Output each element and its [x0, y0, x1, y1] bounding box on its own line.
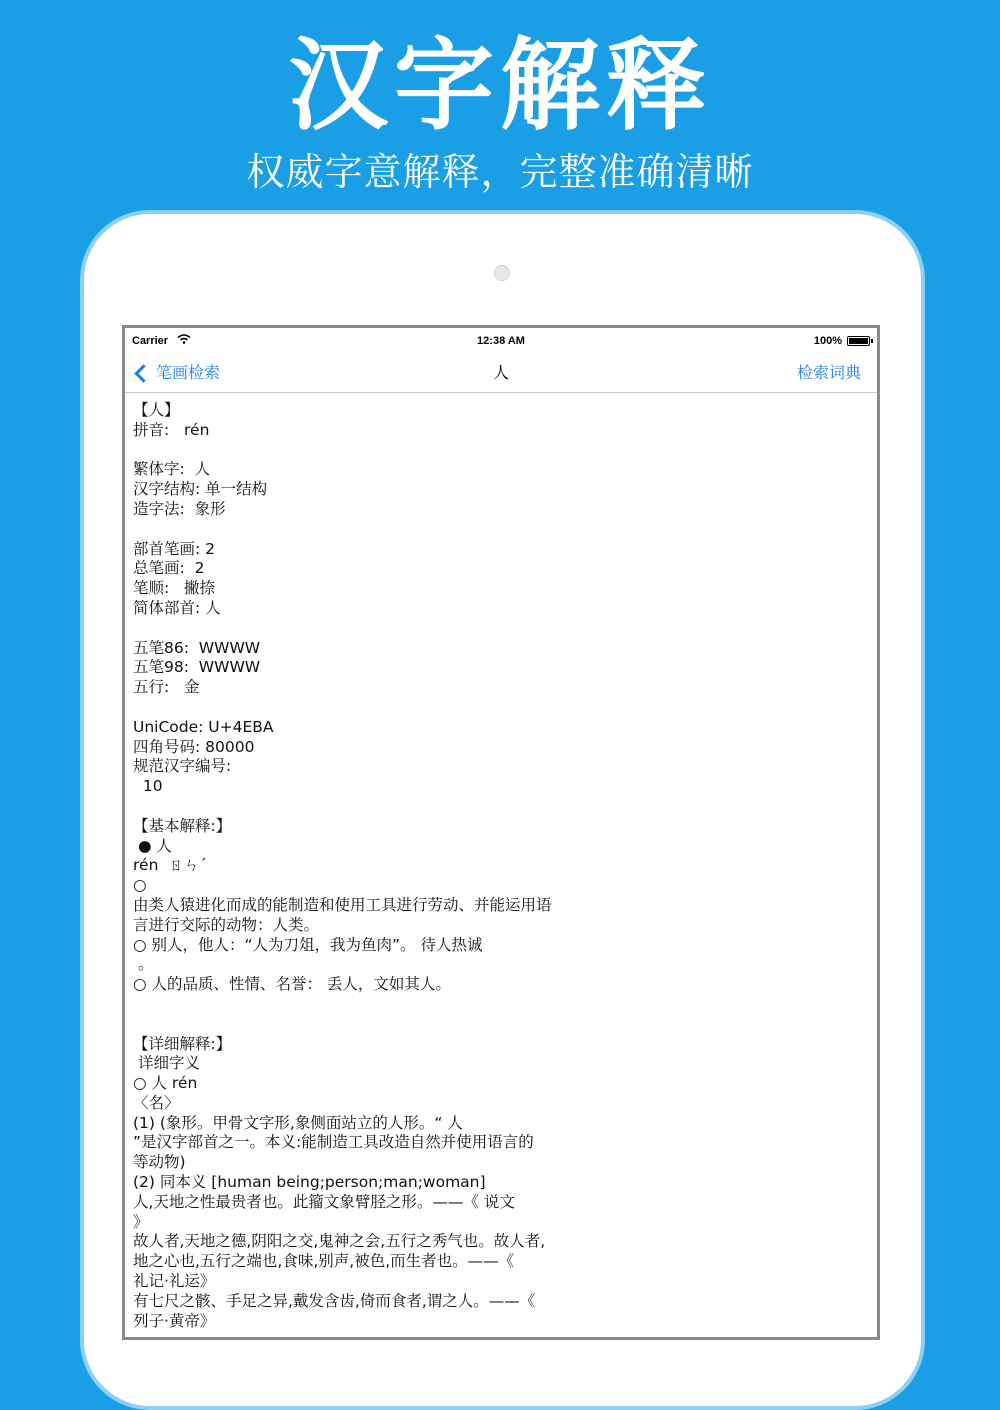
app-screen	[122, 325, 880, 1340]
content-line: 部首笔画: 2	[133, 539, 216, 558]
content-line: (1) (象形。甲骨文字形,象侧面站立的人形。“ 人	[133, 1113, 463, 1132]
content-line: 简体部首: 人	[133, 598, 221, 617]
battery-icon	[847, 336, 870, 346]
carrier-label: Carrier	[132, 335, 169, 347]
content-line: ”是汉字部首之一。本义:能制造工具改造自然并使用语言的	[133, 1133, 534, 1152]
content-line: 【人】	[133, 401, 180, 419]
content-line: ○ 人 rén	[133, 1074, 198, 1093]
content-line: 四角号码: 80000	[133, 737, 255, 756]
content-line	[133, 619, 869, 639]
content-line: 【详细解释:】	[133, 1034, 232, 1053]
content-line: 由类人猿进化而成的能制造和使用工具进行劳动、并能运用语	[133, 895, 552, 914]
content-line: 总笔画: 2	[133, 559, 205, 578]
camera-dot	[494, 265, 510, 281]
definition-content	[125, 393, 877, 1331]
content-line: 规范汉字编号:	[133, 757, 232, 776]
status-bar	[125, 328, 877, 356]
content-line: 【基本解释:】	[133, 816, 232, 835]
content-line: ● 人	[133, 836, 172, 855]
content-line: 言进行交际的动物：人类。	[133, 915, 320, 934]
promo-subtitle: 权威字意解释，完整准确清晰	[246, 150, 754, 194]
content-line	[133, 995, 869, 1015]
content-line: UniCode: U+4EBA	[133, 717, 274, 736]
content-line: ○ 人的品质、性情、名誉： 丢人，文如其人。	[133, 975, 451, 994]
content-line: 造字法: 象形	[133, 499, 226, 518]
status-time: 12:38 AM	[477, 335, 525, 347]
content-line: rén ㄖㄣˊ	[133, 856, 207, 875]
content-line: 10	[133, 777, 163, 796]
content-line: 详细字义	[133, 1054, 200, 1073]
content-line: 》	[133, 1212, 149, 1231]
content-line: 礼记·礼运》	[133, 1272, 216, 1291]
content-line: 地之心也,五行之端也,食味,别声,被色,而生者也。——《	[133, 1252, 515, 1271]
content-line: (2) 同本义 [human being;person;man;woman]	[133, 1173, 486, 1192]
back-button-label: 笔画检索	[156, 363, 221, 382]
content-line	[133, 698, 869, 718]
content-line: 有七尺之骸、手足之异,戴发含齿,倚而食者,谓之人。——《	[133, 1291, 536, 1310]
content-line: 人,天地之性最贵者也。此籀文象臂胫之形。——《 说文	[133, 1192, 515, 1211]
content-line: 汉字结构: 单一结构	[133, 480, 268, 499]
content-line: 等动物)	[133, 1153, 186, 1172]
content-line: 繁体字: 人	[133, 460, 211, 479]
content-line	[133, 441, 869, 461]
content-line	[133, 797, 869, 817]
content-line: 故人者,天地之德,阴阳之交,鬼神之会,五行之秀气也。故人者,	[133, 1232, 546, 1251]
content-line: 五行: 金	[133, 678, 200, 697]
content-line: ○	[133, 876, 147, 895]
search-dictionary-button[interactable]: 检索词典	[796, 363, 861, 382]
promo-title: 汉字解释	[288, 26, 712, 144]
content-line	[133, 520, 869, 540]
content-line: 列子·黄帝》	[133, 1311, 216, 1330]
content-line: 五笔86: WWWW	[133, 638, 261, 657]
content-line: 〈名〉	[133, 1093, 180, 1112]
content-line: 五笔98: WWWW	[133, 658, 261, 677]
page-title: 人	[492, 363, 509, 382]
navigation-bar	[125, 356, 877, 393]
content-line: 。	[133, 955, 154, 974]
content-line: ○ 别人，他人：“人为刀俎，我为鱼肉”。 待人热诚	[133, 935, 483, 954]
content-line	[133, 1015, 869, 1035]
content-line: 笔顺: 撇捺	[133, 579, 216, 598]
battery-percent: 100%	[813, 335, 842, 347]
content-line: 拼音: rén	[133, 420, 210, 439]
